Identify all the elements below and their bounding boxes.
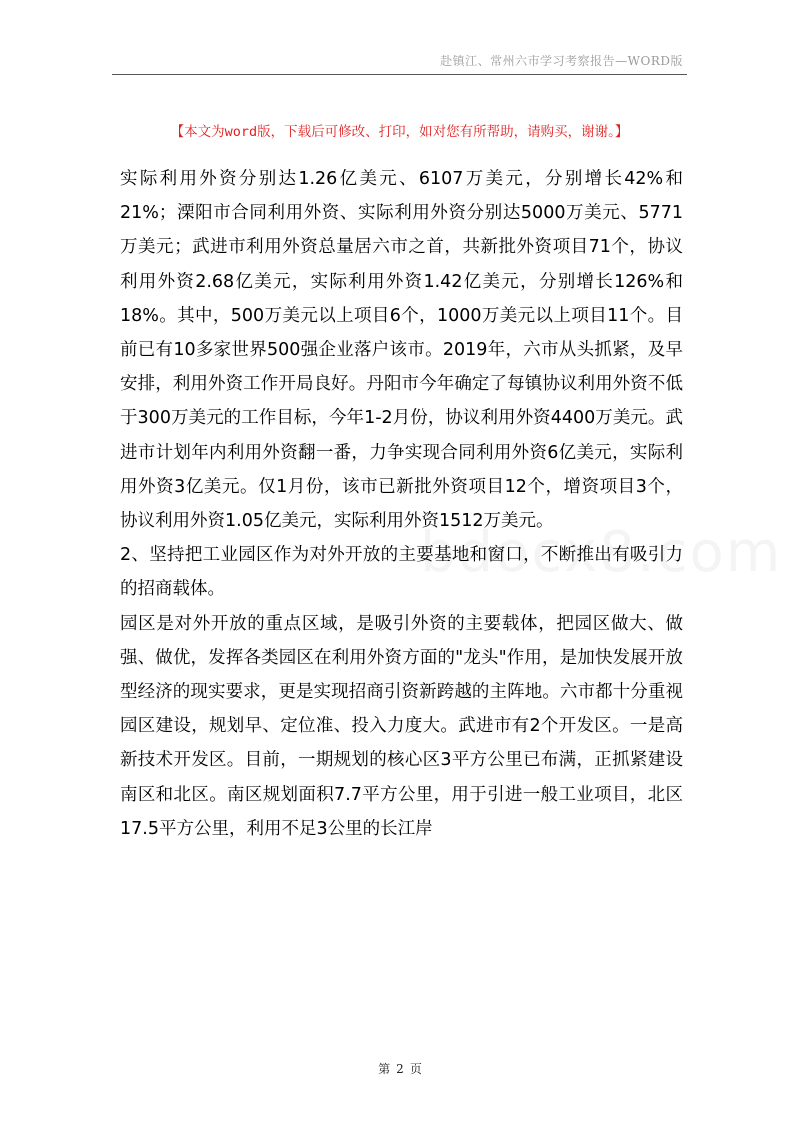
page-label-prefix: 第 <box>378 1062 391 1076</box>
section-heading: 2、坚持把工业园区作为对外开放的主要基地和窗口，不断推出有吸引力的招商载体。 <box>120 545 683 600</box>
page-header <box>112 52 687 76</box>
page-label-suffix: 页 <box>409 1062 422 1076</box>
document-body <box>120 162 683 846</box>
document-title: 赴镇江、常州六市学习考察报告—WORD版 <box>440 54 683 68</box>
page-number: 2 <box>396 1062 404 1076</box>
header-divider <box>112 74 687 75</box>
body-paragraph: 园区是对外开放的重点区域，是吸引外资的主要载体，把园区做大、做强、做优，发挥各类园区在利用外资方面的"龙头"作用，是加快发展开放型经济的现实要求，更是实现招商引资新跨越的主阵地。六市都十分重视园区建设，规划早、定位准、投入力度大。武进市有2个开发区。一是高新技术开发区。目前，一期规划的核心区3平方公里已布满，正抓紧建设南区和北区。南区规划面积7.7平方公里，用于引进一般工业项目，北区17.5平方公里，利用不足3公里的长江岸 <box>120 613 683 839</box>
page-footer <box>0 1060 800 1077</box>
purchase-notice: 【本文为word版，下载后可修改、打印，如对您有所帮助，请购买，谢谢。】 <box>170 124 629 140</box>
body-paragraph: 实际利用外资分别达1.26亿美元、6107万美元，分别增长42%和21%；溧阳市合同利用外资、实际利用外资分别达5000万美元、5771万美元；武进市利用外资总量居六市之首，共新批外资项目71个，协议利用外资2.68亿美元，实际利用外资1.42亿美元，分别增长126%和18%。其中，500万美元以上项目6个，1000万美元以上项目11个。目前已有10多家世界500强企业落户该市。2019年，六市从头抓紧，及早安排，利用外资工作开局良好。丹阳市今年确定了每镇协议利用外资不低于300万美元的工作目标，今年1-2月份，协议利用外资4400万美元。武进市计划年内利用外资翻一番，力争实现合同利用外资6亿美元，实际利用外资3亿美元。仅1月份，该市已新批外资项目12个，增资项目3个，协议利用外资1.05亿美元，实际利用外资1512万美元。 <box>120 169 683 532</box>
